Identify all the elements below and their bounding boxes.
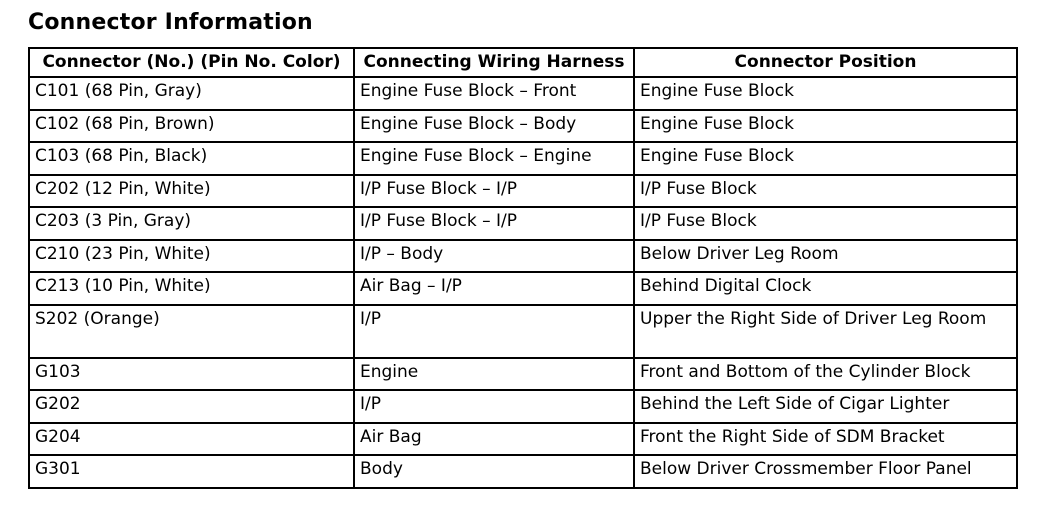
cell-position: Engine Fuse Block	[634, 110, 1017, 143]
cell-position: I/P Fuse Block	[634, 175, 1017, 208]
cell-position: Behind the Left Side of Cigar Lighter	[634, 390, 1017, 423]
header-wiring-harness: Connecting Wiring Harness	[354, 48, 634, 77]
cell-harness: Engine	[354, 358, 634, 391]
cell-connector: C202 (12 Pin, White)	[29, 175, 354, 208]
cell-position: Engine Fuse Block	[634, 77, 1017, 110]
table-row	[29, 110, 1017, 143]
cell-harness: I/P – Body	[354, 240, 634, 273]
cell-position: Engine Fuse Block	[634, 142, 1017, 175]
connector-info-table	[28, 47, 1018, 489]
table-row	[29, 390, 1017, 423]
table-row	[29, 240, 1017, 273]
table-row	[29, 455, 1017, 488]
cell-position: Below Driver Crossmember Floor Panel	[634, 455, 1017, 488]
cell-position: Front and Bottom of the Cylinder Block	[634, 358, 1017, 391]
cell-harness: I/P Fuse Block – I/P	[354, 207, 634, 240]
table-row	[29, 272, 1017, 305]
table-row	[29, 142, 1017, 175]
table-row	[29, 423, 1017, 456]
cell-connector: C101 (68 Pin, Gray)	[29, 77, 354, 110]
cell-connector: C210 (23 Pin, White)	[29, 240, 354, 273]
table-row	[29, 305, 1017, 358]
cell-position: Upper the Right Side of Driver Leg Room	[634, 305, 1017, 358]
header-connector-position: Connector Position	[634, 48, 1017, 77]
table-row	[29, 175, 1017, 208]
cell-position: I/P Fuse Block	[634, 207, 1017, 240]
cell-connector: S202 (Orange)	[29, 305, 354, 358]
table-row	[29, 207, 1017, 240]
table-row	[29, 77, 1017, 110]
table-header-row	[29, 48, 1017, 77]
cell-harness: Engine Fuse Block – Front	[354, 77, 634, 110]
header-connector: Connector (No.) (Pin No. Color)	[29, 48, 354, 77]
cell-position: Front the Right Side of SDM Bracket	[634, 423, 1017, 456]
cell-harness: I/P	[354, 305, 634, 358]
cell-harness: I/P	[354, 390, 634, 423]
cell-connector: C103 (68 Pin, Black)	[29, 142, 354, 175]
cell-connector: G103	[29, 358, 354, 391]
cell-position: Below Driver Leg Room	[634, 240, 1017, 273]
cell-connector: C213 (10 Pin, White)	[29, 272, 354, 305]
cell-connector: G202	[29, 390, 354, 423]
cell-connector: G301	[29, 455, 354, 488]
cell-connector: C203 (3 Pin, Gray)	[29, 207, 354, 240]
cell-harness: Air Bag – I/P	[354, 272, 634, 305]
cell-harness: Engine Fuse Block – Engine	[354, 142, 634, 175]
table-row	[29, 358, 1017, 391]
cell-harness: Engine Fuse Block – Body	[354, 110, 634, 143]
cell-connector: C102 (68 Pin, Brown)	[29, 110, 354, 143]
cell-harness: I/P Fuse Block – I/P	[354, 175, 634, 208]
cell-position: Behind Digital Clock	[634, 272, 1017, 305]
cell-connector: G204	[29, 423, 354, 456]
cell-harness: Air Bag	[354, 423, 634, 456]
cell-harness: Body	[354, 455, 634, 488]
section-title: Connector Information	[28, 10, 313, 35]
